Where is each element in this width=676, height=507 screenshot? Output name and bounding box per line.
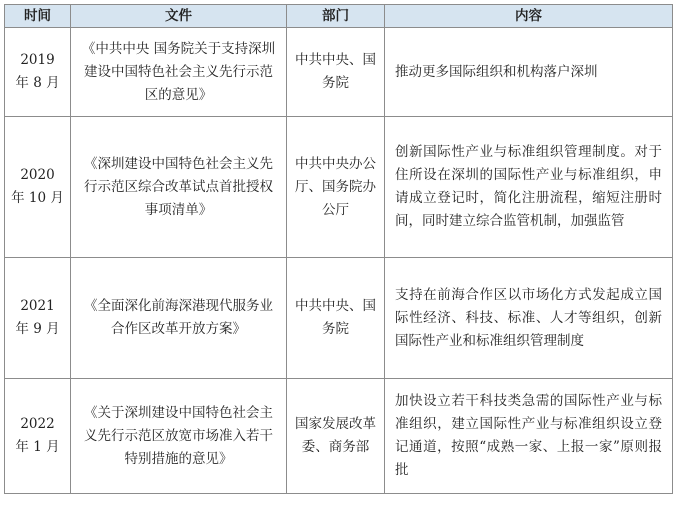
time-year: 2021 (20, 298, 55, 314)
department-cell: 中共中央办公厅、国务院办公厅 (287, 117, 385, 258)
table-row (5, 117, 673, 258)
policy-table (4, 4, 673, 494)
table-header-row (5, 5, 673, 28)
time-cell (5, 379, 71, 494)
department-cell: 中共中央、国务院 (287, 258, 385, 379)
time-year: 2019 (20, 52, 55, 68)
header-time: 时间 (5, 5, 71, 28)
content-cell: 创新国际性产业与标准组织管理制度。对于住所设在深圳的国际性产业与标准组织，申请成立登记时，简化注册流程，缩短注册时间，同时建立综合监管机制，加强监管 (385, 117, 673, 258)
department-cell: 国家发展改革委、商务部 (287, 379, 385, 494)
time-year: 2020 (20, 167, 55, 183)
content-cell: 加快设立若干科技类急需的国际性产业与标准组织，建立国际性产业与标准组织设立登记通道，按照“成熟一家、上报一家”原则报批 (385, 379, 673, 494)
time-cell (5, 258, 71, 379)
time-year: 2022 (20, 416, 55, 432)
content-cell: 推动更多国际组织和机构落户深圳 (385, 28, 673, 117)
document-cell: 《关于深圳建设中国特色社会主义先行示范区放宽市场准入若干特别措施的意见》 (71, 379, 287, 494)
header-document: 文件 (71, 5, 287, 28)
document-cell: 《中共中央 国务院关于支持深圳建设中国特色社会主义先行示范区的意见》 (71, 28, 287, 117)
time-month: 年 1 月 (15, 439, 60, 455)
table-row (5, 379, 673, 494)
time-month: 年 8 月 (15, 75, 60, 91)
table-row (5, 258, 673, 379)
time-month: 年 10 月 (11, 190, 64, 206)
content-cell: 支持在前海合作区以市场化方式发起成立国际性经济、科技、标准、人才等组织，创新国际性产业和标准组织管理制度 (385, 258, 673, 379)
table-row (5, 28, 673, 117)
document-cell: 《全面深化前海深港现代服务业合作区改革开放方案》 (71, 258, 287, 379)
time-cell (5, 28, 71, 117)
time-cell (5, 117, 71, 258)
header-department: 部门 (287, 5, 385, 28)
header-content: 内容 (385, 5, 673, 28)
time-month: 年 9 月 (15, 321, 60, 337)
document-cell: 《深圳建设中国特色社会主义先行示范区综合改革试点首批授权事项清单》 (71, 117, 287, 258)
department-cell: 中共中央、国务院 (287, 28, 385, 117)
